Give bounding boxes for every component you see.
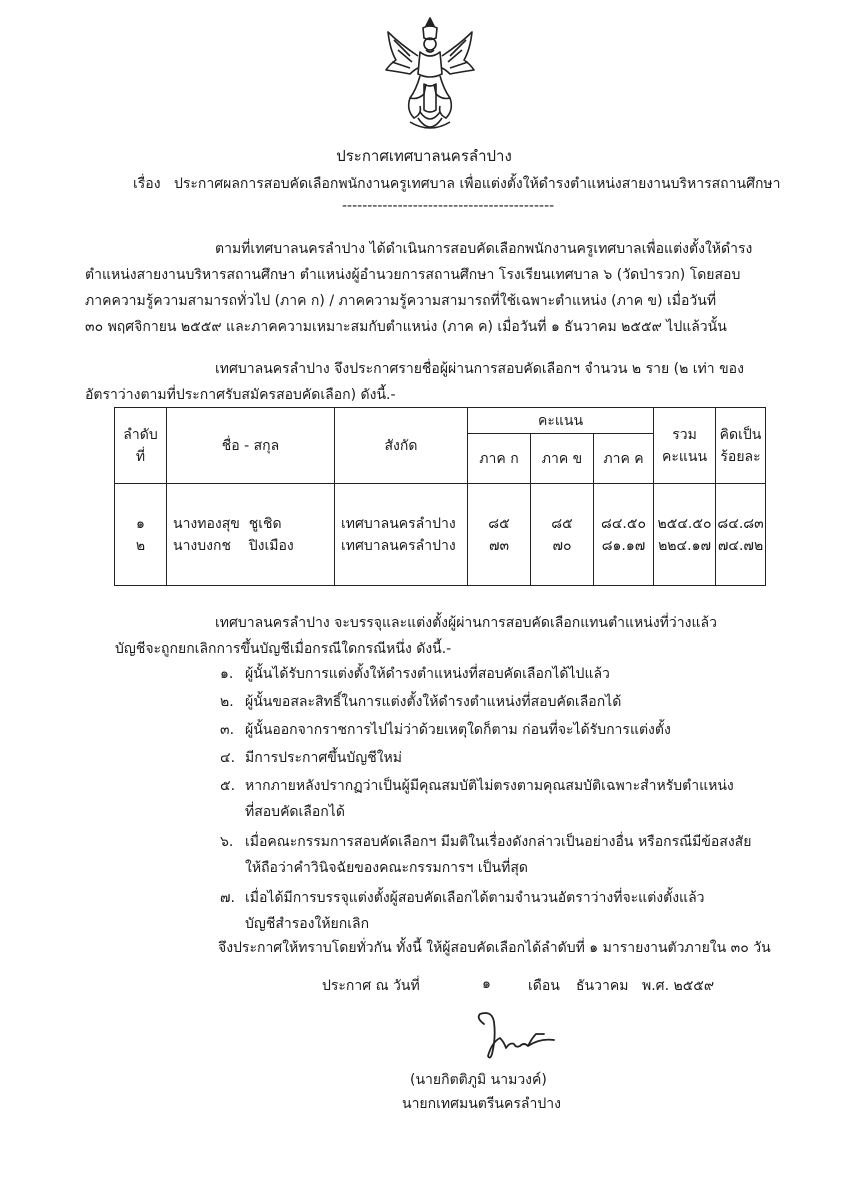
appointment-line: เทศบาลนครลำปาง จะบรรจุและแต่งตั้งผู้ผ่านการสอบคัดเลือกแทนตำแหน่งที่ว่างแล้ว — [215, 615, 717, 631]
date-year: พ.ศ. ๒๕๕๙ — [642, 978, 715, 994]
condition-text: เมื่อคณะกรรมการสอบคัดเลือกฯ มีมติในเรื่องดังกล่าวเป็นอย่างอื่น หรือกรณีมีข้อสงสัย — [245, 834, 752, 850]
total-row-2: ๒๒๔.๑๗ — [658, 537, 711, 554]
announce-paragraph — [0, 356, 848, 408]
closing-statement: จึงประกาศให้ทราบโดยทั่วกัน ทั้งนี้ ให้ผู้สอบคัดเลือกได้ลำดับที่ ๑ มารายงานตัวภายใน ๓๐ วัน — [218, 940, 771, 956]
table-body-row — [115, 484, 766, 586]
affiliation-row-2: เทศบาลนครลำปาง — [341, 537, 456, 554]
cell-order — [115, 484, 167, 586]
condition-text: เมื่อได้มีการบรรจุแต่งตั้งผู้สอบคัดเลือกได้ตามจำนวนอัตราว่างที่จะแต่งตั้งแล้ว — [245, 890, 705, 906]
cell-affiliation — [335, 484, 468, 586]
name-row-2: นางบงกช ปิงเมือง — [173, 537, 294, 554]
condition-text: มีการประกาศขึ้นบัญชีใหม่ — [245, 750, 402, 766]
part-b-row-2: ๗๐ — [552, 537, 572, 554]
condition-number: ๑. — [220, 666, 234, 682]
part-c-row-2: ๘๑.๑๗ — [601, 537, 646, 554]
title-separator: ------------------------------------------ — [342, 198, 555, 214]
header-percent-label: คิดเป็น — [719, 426, 762, 443]
header-part-a: ภาค ก — [468, 434, 531, 484]
intro-line: ตามที่เทศบาลนครลำปาง ได้ดำเนินการสอบคัดเลือกพนักงานครูเทศบาลเพื่อแต่งตั้งให้ดำรง — [215, 241, 753, 257]
header-order-label-2: ที่ — [135, 448, 146, 465]
condition-text: หากภายหลังปรากฏว่าเป็นผู้มีคุณสมบัติไม่ตรงตามคุณสมบัติเฉพาะสำหรับตำแหน่ง — [245, 778, 734, 794]
cell-total — [654, 484, 716, 586]
condition-text: ผู้นั้นได้รับการแต่งตั้งให้ดำรงตำแหน่งที่สอบคัดเลือกได้ไปแล้ว — [245, 666, 610, 682]
part-b-row-1: ๘๕ — [551, 515, 573, 532]
table-row: ๑ — [136, 515, 145, 532]
header-total-label: รวม — [672, 426, 697, 443]
condition-number: ๗. — [220, 890, 235, 906]
cell-percent — [716, 484, 766, 586]
subject-label: เรื่อง — [133, 176, 161, 192]
header-total-label-2: คะแนน — [662, 448, 708, 465]
announce-line: อัตราว่างตามที่ประกาศรับสมัครสอบคัดเลือก) ดังนี้.- — [85, 387, 396, 403]
intro-line: ภาคความรู้ความสามารถทั่วไป (ภาค ก) / ภาคความรู้ความสามารถที่ใช้เฉพาะตำแหน่ง (ภาค ข) เมื่อวันที่ — [85, 293, 717, 309]
header-order-label: ลำดับ — [123, 426, 158, 443]
signatory-name: (นายกิตติภูมิ นามวงค์) — [410, 1072, 547, 1088]
condition-text-continued: บัญชีสำรองให้ยกเลิก — [245, 916, 370, 932]
table-row: ๒ — [135, 537, 146, 554]
header-percent-label-2: ร้อยละ — [720, 448, 761, 465]
results-table — [114, 407, 766, 586]
condition-text-continued: ให้ถือว่าคำวินิจฉัยของคณะกรรมการฯ เป็นที่สุด — [245, 860, 528, 876]
header-affiliation: สังกัด — [335, 408, 468, 484]
appointment-line: บัญชีจะถูกยกเลิกการขึ้นบัญชีเมื่อกรณีใดกรณีหนึ่ง ดังนี้.- — [115, 641, 452, 657]
intro-line: ตำแหน่งสายงานบริหารสถานศึกษา ตำแหน่งผู้อำนวยการสถานศึกษา โรงเรียนเทศบาล ๖ (วัดป่ารวก) โดยสอบ — [85, 267, 741, 283]
cell-part-b — [531, 484, 594, 586]
part-a-row-1: ๘๕ — [488, 515, 510, 532]
garuda-emblem-icon — [380, 14, 480, 138]
header-order — [115, 408, 167, 484]
header-part-c: ภาค ค — [594, 434, 654, 484]
name-row-1: นางทองสุข ชูเชิด — [173, 515, 282, 532]
date-month: ธันวาคม — [576, 978, 629, 994]
total-row-1: ๒๕๔.๕๐ — [657, 515, 712, 532]
document-title: ประกาศเทศบาลนครลำปาง — [336, 147, 512, 165]
intro-line: ๓๐ พฤศจิกายน ๒๕๕๙ และภาคความเหมาะสมกับตำแหน่ง (ภาค ค) เมื่อวันที่ ๑ ธันวาคม ๒๕๕๙ ไปแล้วนั้น — [85, 319, 727, 335]
handwritten-signature-icon — [470, 1008, 560, 1064]
condition-number: ๒. — [220, 694, 234, 710]
part-c-row-1: ๘๔.๕๐ — [601, 515, 647, 532]
subject-text: ประกาศผลการสอบคัดเลือกพนักงานครูเทศบาล เพื่อแต่งตั้งให้ดำรงตำแหน่งสายงานบริหารสถานศึกษา — [174, 176, 781, 192]
cell-name — [167, 484, 335, 586]
condition-text: ผู้นั้นออกจากราชการไปไม่ว่าด้วยเหตุใดก็ตาม ก่อนที่จะได้รับการแต่งตั้ง — [245, 722, 671, 738]
condition-text-continued: ที่สอบคัดเลือกได้ — [245, 804, 345, 820]
header-total — [654, 408, 716, 484]
intro-paragraph — [0, 236, 848, 340]
header-name: ชื่อ - สกุล — [167, 408, 335, 484]
percent-row-1: ๘๔.๘๓ — [717, 515, 764, 532]
cell-part-a — [468, 484, 531, 586]
condition-number: ๔. — [220, 750, 236, 766]
condition-number: ๓. — [220, 722, 235, 738]
header-part-b: ภาค ข — [531, 434, 594, 484]
signatory-position: นายกเทศมนตรีนครลำปาง — [402, 1096, 561, 1112]
date-day: ๑ — [482, 976, 491, 992]
part-a-row-2: ๗๓ — [488, 537, 510, 554]
condition-number: ๕. — [220, 778, 236, 794]
date-prefix: ประกาศ ณ วันที่ — [322, 978, 420, 994]
percent-row-2: ๗๔.๗๒ — [717, 537, 764, 554]
cell-part-c — [594, 484, 654, 586]
announce-line: เทศบาลนครลำปาง จึงประกาศรายชื่อผู้ผ่านการสอบคัดเลือกฯ จำนวน ๒ ราย (๒ เท่า ของ — [215, 361, 744, 377]
header-score: คะแนน — [468, 408, 654, 434]
appointment-paragraph — [0, 610, 848, 662]
header-percent — [716, 408, 766, 484]
affiliation-row-1: เทศบาลนครลำปาง — [341, 515, 456, 532]
date-month-label: เดือน — [528, 978, 560, 994]
condition-number: ๖. — [220, 834, 234, 850]
condition-text: ผู้นั้นขอสละสิทธิ์ในการแต่งตั้งให้ดำรงตำแหน่งที่สอบคัดเลือกได้ — [245, 694, 622, 710]
table-header-row — [115, 408, 766, 434]
